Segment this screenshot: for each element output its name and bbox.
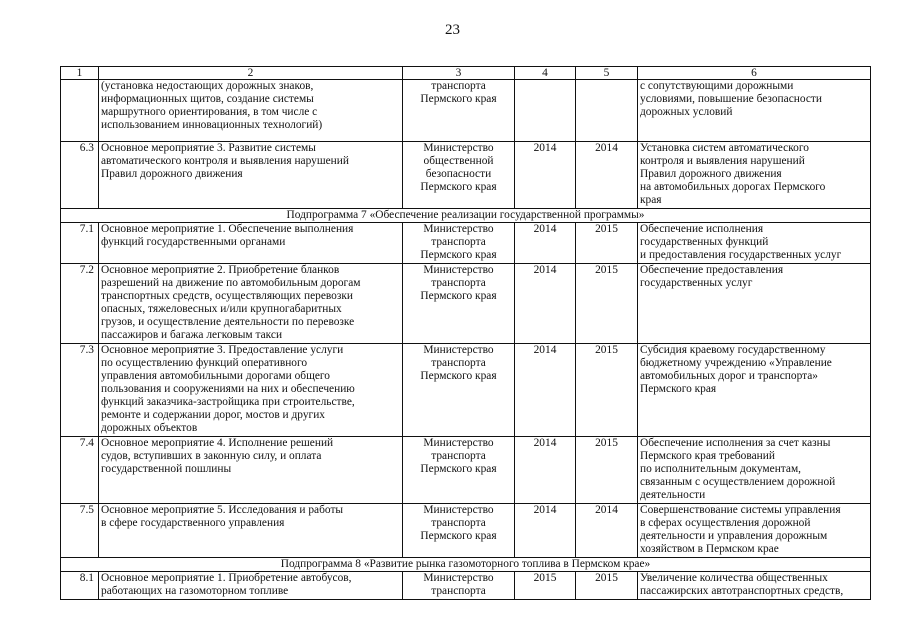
- subprogram-row: [61, 209, 871, 223]
- subprogram-row: [61, 558, 871, 572]
- start-year: 2014: [515, 264, 576, 344]
- measure-description: Основное мероприятие 2. Приобретение бланков разрешений на движение по автомобильным дорогам транспортных средств, осуществляющих перевозки опасных, тяжеловесных и/или крупногабаритных грузов, и осуществление деятельности по перевозке пассажиров и багажа легковым такси: [99, 264, 403, 344]
- column-header: 4: [515, 67, 576, 80]
- responsible-executor: Министерство общественной безопасности Пермского края: [403, 142, 515, 209]
- end-year: 2015: [576, 572, 638, 600]
- subprogram-title: Подпрограмма 7 «Обеспечение реализации государственной программы»: [61, 209, 871, 223]
- end-year: 2014: [576, 504, 638, 558]
- table-row: [61, 504, 871, 558]
- expected-result: с сопутствующими дорожными условиями, повышение безопасности дорожных условий: [638, 80, 871, 142]
- column-header: 6: [638, 67, 871, 80]
- table-row: [61, 344, 871, 437]
- measure-description: Основное мероприятие 1. Обеспечение выполнения функций государственными органами: [99, 223, 403, 264]
- measure-description: Основное мероприятие 4. Исполнение решений судов, вступивших в законную силу, и оплата государственной пошлины: [99, 437, 403, 504]
- subprogram-title: Подпрограмма 8 «Развитие рынка газомоторного топлива в Пермском крае»: [61, 558, 871, 572]
- end-year: 2015: [576, 223, 638, 264]
- end-year: 2015: [576, 437, 638, 504]
- expected-result: Обеспечение исполнения за счет казны Пермского края требований по исполнительным документам, связанным с осуществлением дорожной деятельности: [638, 437, 871, 504]
- start-year: 2014: [515, 437, 576, 504]
- row-number: 7.3: [61, 344, 99, 437]
- responsible-executor: Министерство транспорта: [403, 572, 515, 600]
- column-header: 1: [61, 67, 99, 80]
- row-number: 7.5: [61, 504, 99, 558]
- start-year: 2014: [515, 504, 576, 558]
- column-header: 3: [403, 67, 515, 80]
- expected-result: Субсидия краевому государственному бюджетному учреждению «Управление автомобильных дорог и транспорта» Пермского края: [638, 344, 871, 437]
- end-year: 2014: [576, 142, 638, 209]
- page-number: 23: [445, 22, 460, 38]
- column-header: 5: [576, 67, 638, 80]
- column-header: 2: [99, 67, 403, 80]
- end-year: 2015: [576, 264, 638, 344]
- responsible-executor: Министерство транспорта Пермского края: [403, 504, 515, 558]
- start-year: 2014: [515, 344, 576, 437]
- start-year: 2014: [515, 142, 576, 209]
- row-number: 7.2: [61, 264, 99, 344]
- start-year: [515, 80, 576, 142]
- row-number: 7.1: [61, 223, 99, 264]
- responsible-executor: Министерство транспорта Пермского края: [403, 344, 515, 437]
- table-row: [61, 437, 871, 504]
- table-header-row: [61, 67, 871, 80]
- end-year: [576, 80, 638, 142]
- responsible-executor: Министерство транспорта Пермского края: [403, 264, 515, 344]
- table-row: [61, 80, 871, 142]
- responsible-executor: Министерство транспорта Пермского края: [403, 437, 515, 504]
- row-number: 7.4: [61, 437, 99, 504]
- expected-result: Обеспечение предоставления государственных услуг: [638, 264, 871, 344]
- expected-result: Обеспечение исполнения государственных функций и предоставления государственных услуг: [638, 223, 871, 264]
- table-row: [61, 572, 871, 600]
- row-number: 8.1: [61, 572, 99, 600]
- expected-result: Увеличение количества общественных пассажирских автотранспортных средств,: [638, 572, 871, 600]
- start-year: 2015: [515, 572, 576, 600]
- measure-description: Основное мероприятие 3. Развитие системы автоматического контроля и выявления нарушений Правил дорожного движения: [99, 142, 403, 209]
- measure-description: Основное мероприятие 5. Исследования и работы в сфере государственного управления: [99, 504, 403, 558]
- expected-result: Совершенствование системы управления в сферах осуществления дорожной деятельности и управления дорожным хозяйством в Пермском крае: [638, 504, 871, 558]
- expected-result: Установка систем автоматического контроля и выявления нарушений Правил дорожного движения на автомобильных дорогах Пермского края: [638, 142, 871, 209]
- row-number: 6.3: [61, 142, 99, 209]
- table-row: [61, 142, 871, 209]
- table-row: [61, 264, 871, 344]
- measure-description: Основное мероприятие 3. Предоставление услуги по осуществлению функций оперативного управления автомобильными дорогами общего пользования и сооружениями на них и обеспечению функций заказчика-застройщика при строительстве, ремонте и содержании дорог, мостов и других дорожных объектов: [99, 344, 403, 437]
- table-row: [61, 223, 871, 264]
- measure-description: (установка недостающих дорожных знаков, информационных щитов, создание системы маршрутного ориентирования, в том числе с использованием инновационных технологий): [99, 80, 403, 142]
- start-year: 2014: [515, 223, 576, 264]
- end-year: 2015: [576, 344, 638, 437]
- measures-table: [60, 66, 871, 600]
- row-number: [61, 80, 99, 142]
- responsible-executor: Министерство транспорта Пермского края: [403, 223, 515, 264]
- responsible-executor: транспорта Пермского края: [403, 80, 515, 142]
- measure-description: Основное мероприятие 1. Приобретение автобусов, работающих на газомоторном топливе: [99, 572, 403, 600]
